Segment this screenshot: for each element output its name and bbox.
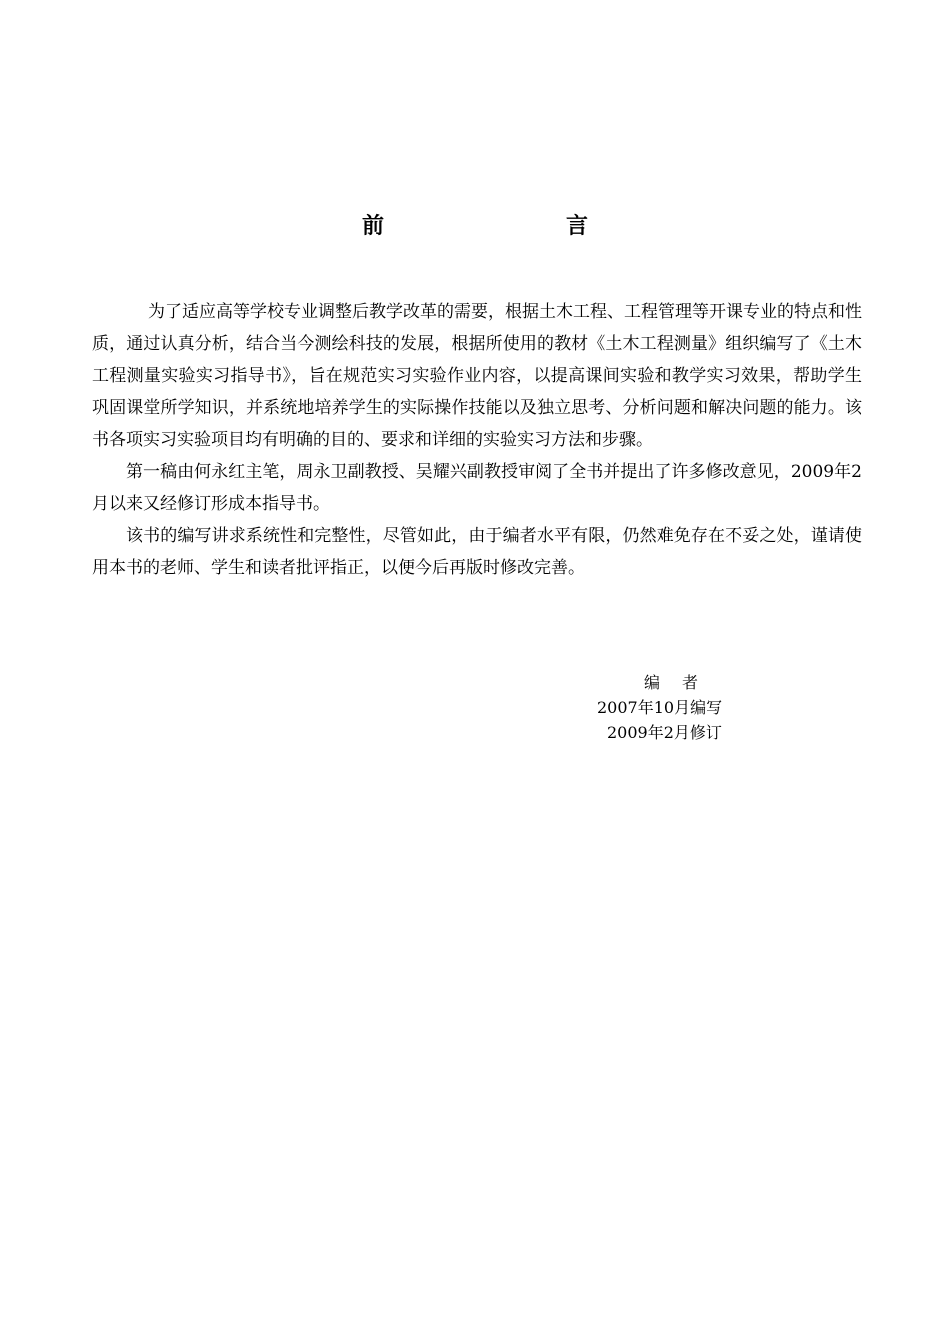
revised-date: 2009年2月修订 — [607, 723, 722, 742]
written-date: 2007年10月编写 — [597, 698, 723, 717]
paragraph-2: 第一稿由何永红主笔，周永卫副教授、吴耀兴副教授审阅了全书并提出了许多修改意见，2009年2月以来又经修订形成本指导书。 — [92, 462, 862, 514]
paragraph-3: 该书的编写讲求系统性和完整性，尽管如此，由于编者水平有限，仍然难免存在不妥之处，谨请使用本书的老师、学生和读者批评指正，以便今后再版时修改完善。 — [92, 526, 862, 578]
editor-label: 编者 — [644, 673, 721, 692]
paragraph-1: 为了适应高等学校专业调整后教学改革的需要，根据土木工程、工程管理等开课专业的特点和性质，通过认真分析，结合当今测绘科技的发展，根据所使用的教材《土木工程测量》组织编写了《土木工程测量实验实习指导书》，旨在规范实习实验作业内容，以提高课间实验和教学实习效果，帮助学生巩固课堂所学知识，并系统地培养学生的实际操作技能以及独立思考、分析问题和解决问题的能力。该书各项实习实验项目均有明确的目的、要求和详细的实验实习方法和步骤。 — [92, 302, 862, 450]
signature-block — [560, 670, 780, 745]
page-title: 前 言 — [361, 213, 668, 239]
preface-body — [92, 296, 862, 584]
